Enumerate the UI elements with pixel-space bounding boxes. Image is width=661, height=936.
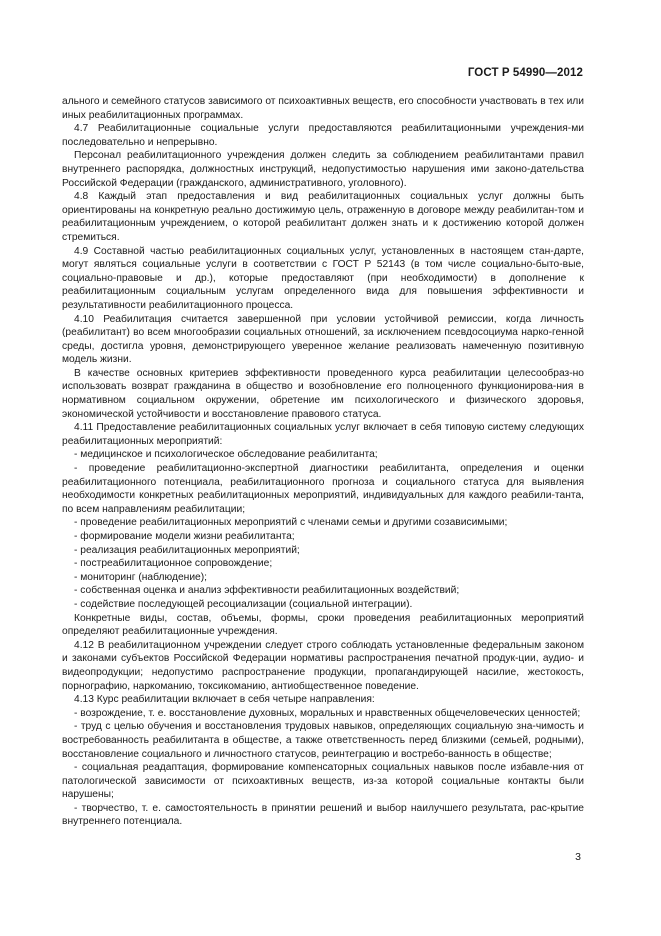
list-item: - труд с целью обучения и восстановления трудовых навыков, определяющих социальную зна-чимость и востребованность реабилитанта в обществе, а также ответственность перед близкими (семьей, родными), восстановление социального и личностного статусов, реинтеграцию и востребо-ванность в обществе;: [62, 721, 584, 760]
list-item: - формирование модели жизни реабилитанта;: [74, 531, 295, 542]
paragraph: 4.13 Курс реабилитации включает в себя четыре направления:: [74, 694, 375, 706]
list-item: - медицинское и психологическое обследование реабилитанта;: [74, 449, 378, 461]
paragraph: 4.11 Предоставление реабилитационных социальных услуг включает в себя типовую систему следующих реабилитационных мероприятий:: [62, 422, 584, 447]
paragraph: 4.7 Реабилитационные социальные услуги предоставляются реабилитационными учреждения-ми последовательно и непрерывно.: [62, 123, 584, 148]
list-item: - социальная реадаптация, формирование компенсаторных социальных навыков после избавле-ния от патологической зависимости от психоактивных веществ, из-за которой социальные контакты были нарушены;: [62, 762, 584, 801]
list-item: - возрождение, т. е. восстановление духовных, моральных и нравственных общечеловеческих ценностей;: [74, 707, 581, 719]
document-header: ГОСТ Р 54990—2012: [467, 67, 583, 79]
list-item: - проведение реабилитационных мероприятий с членами семьи и другими созависимыми;: [74, 517, 508, 529]
paragraph: ального и семейного статусов зависимого от психоактивных веществ, его способности участвовать в тех или иных реабилитационных программах.: [62, 96, 584, 121]
paragraph: Конкретные виды, состав, объемы, формы, сроки проведения реабилитационных мероприятий определяют реабилитационные учреждения.: [62, 612, 584, 638]
page-number: 3: [575, 851, 581, 863]
paragraph: 4.9 Составной частью реабилитационных социальных услуг, установленных в настоящем стан-дарте, могут являться социальные услуги в соответствии с ГОСТ Р 52143 (в том числе социально-быто-вые, социально-правовые и др.), которые предоставляют (при необходимости) в дополнение к реабилитационным социальным услугам определенного вида для повышения эффективности и результативности реабилитационного процесса.: [62, 245, 584, 311]
paragraph: В качестве основных критериев эффективности проведенного курса реабилитации целесообраз-но использовать возврат гражданина в общество и возобновление его полноценного функционирова-ния в нормативном социальном окружении, обретение им психологического и физического здоровья, экономической устойчивости и восстановление правового статуса.: [62, 367, 584, 420]
list-item: - реализация реабилитационных мероприятий;: [74, 544, 300, 556]
paragraph: 4.12 В реабилитационном учреждении следует строго соблюдать установленные федеральным законом и законами субъектов Российской Федерации нормативы распространения печатной продук-ции, аудио- и видеопродукции; недопустимо распространение продукции, пропагандирующей насилие, жестокость, порнографию, наркоманию, токсикоманию, антиобщественное поведение.: [62, 639, 584, 692]
paragraph: 4.10 Реабилитация считается завершенной при условии устойчивой ремиссии, когда личность (реабилитант) во всем многообразии социальных отношений, за исключением псевдосоциума нарко-генной среды, достигла уровня, демонстрирующего уверенное желание реализовать намеченную позитивную модель жизни.: [62, 313, 584, 366]
list-item: - проведение реабилитационно-экспертной диагностики реабилитанта, определения и оценки реабилитационного потенциала, реабилитационного прогноза и социального статуса для выявления необходимости конкретных реабилитационных мероприятий, индивидуальных для каждого реабили-танта, по всем направлениям реабилитации;: [62, 463, 584, 515]
list-item: - постреабилитационное сопровождение;: [74, 558, 273, 570]
paragraph: Персонал реабилитационного учреждения должен следить за соблюдением реабилитантами правил внутреннего распорядка, должностных инструкций, недопустимостью нарушения ими законо-дательства Российской Федерации (гражданского, административного, уголовного).: [62, 150, 584, 189]
list-item: - собственная оценка и анализ эффективности реабилитационных воздействий;: [74, 585, 460, 597]
paragraph: 4.8 Каждый этап предоставления и вид реабилитационных социальных услуг должны быть ориентированы на конкретную реально достижимую цель, отраженную в договоре между реабилитан-том и реабилитационным учреждением, о которой реабилитант должен знать и к достижению которой должен стремиться.: [62, 191, 584, 243]
document-body: [62, 95, 584, 829]
list-item: - творчество, т. е. самостоятельность в принятии решений и выбор наилучшего результата, рас-крытие внутреннего потенциала.: [62, 802, 584, 828]
list-item: - мониторинг (наблюдение);: [74, 571, 208, 583]
list-item: - содействие последующей ресоциализации (социальной интеграции).: [74, 598, 413, 610]
